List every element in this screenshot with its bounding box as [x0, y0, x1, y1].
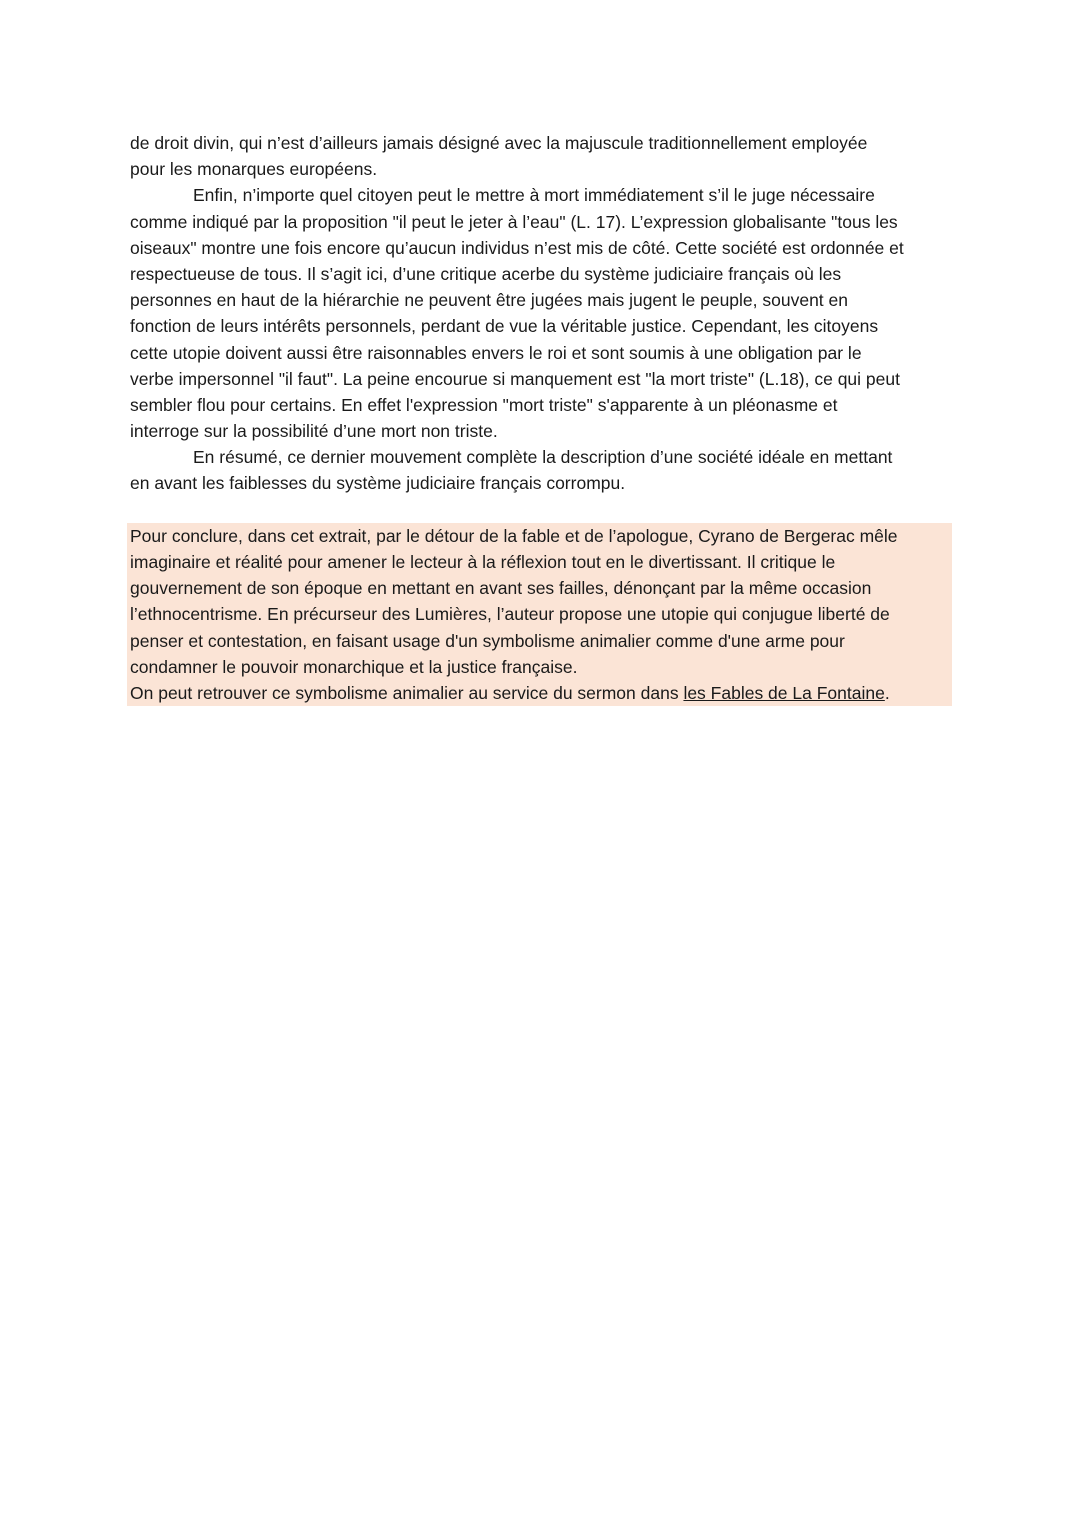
conclusion-line: condamner le pouvoir monarchique et la justice française.: [130, 656, 578, 677]
body-line: cette utopie doivent aussi être raisonnables envers le roi et sont soumis à une obligation par le: [130, 342, 862, 363]
body-line: respectueuse de tous. Il s’agit ici, d’une critique acerbe du système judiciaire français où les: [130, 263, 842, 284]
conclusion-line: imaginaire et réalité pour amener le lecteur à la réflexion tout en le divertissant. Il critique le: [130, 552, 836, 572]
conclusion-line: gouvernement de son époque en mettant en avant ses failles, dénonçant par la même occasion: [130, 578, 872, 599]
conclusion-line: Pour conclure, dans cet extrait, par le détour de la fable et de l’apologue, Cyrano de Bergerac mêle: [130, 525, 898, 546]
body-line: de droit divin, qui n’est d’ailleurs jamais désigné avec la majuscule traditionnellement employée: [130, 133, 868, 153]
body-line: verbe impersonnel "il faut". La peine encourue si manquement est "la mort triste" (L.18), ce qui peut: [130, 368, 900, 389]
document-page: [130, 130, 952, 706]
body-line: personnes en haut de la hiérarchie ne peuvent être jugées mais jugent le peuple, souvent en: [130, 290, 848, 311]
body-line: oiseaux" montre une fois encore qu’aucun individus n’est mis de côté. Cette société est ordonnée et: [130, 237, 904, 258]
closing-suffix: .: [884, 682, 890, 703]
conclusion-highlight: [127, 523, 952, 706]
conclusion-line: l’ethnocentrisme. En précurseur des Lumières, l’auteur propose une utopie qui conjugue liberté de: [130, 604, 890, 625]
closing-line: [130, 680, 952, 706]
body-line: pour les monarques européens.: [130, 159, 378, 180]
body-line: fonction de leurs intérêts personnels, perdant de vue la véritable justice. Cependant, les citoyens: [130, 316, 879, 337]
closing-prefix: On peut retrouver ce symbolisme animalier au service du sermon dans: [130, 682, 684, 703]
body-line: en avant les faiblesses du système judiciaire français corrompu.: [130, 473, 626, 494]
body-line: sembler flou pour certains. En effet l'expression "mort triste" s'apparente à un pléonasme et: [130, 394, 838, 415]
body-line: comme indiqué par la proposition "il peut le jeter à l’eau" (L. 17). L’expression globalisante "tous les: [130, 211, 898, 232]
fables-link[interactable]: les Fables de La Fontaine: [683, 682, 885, 703]
conclusion-line: penser et contestation, en faisant usage d'un symbolisme animalier comme d'une arme pour: [130, 630, 845, 651]
body-line: En résumé, ce dernier mouvement complète la description d’une société idéale en mettant: [193, 447, 893, 468]
body-line: interroge sur la possibilité d’une mort non triste.: [130, 421, 498, 442]
body-line: Enfin, n’importe quel citoyen peut le mettre à mort immédiatement s’il le juge nécessaire: [193, 185, 875, 206]
paragraph-gap: [130, 497, 952, 523]
